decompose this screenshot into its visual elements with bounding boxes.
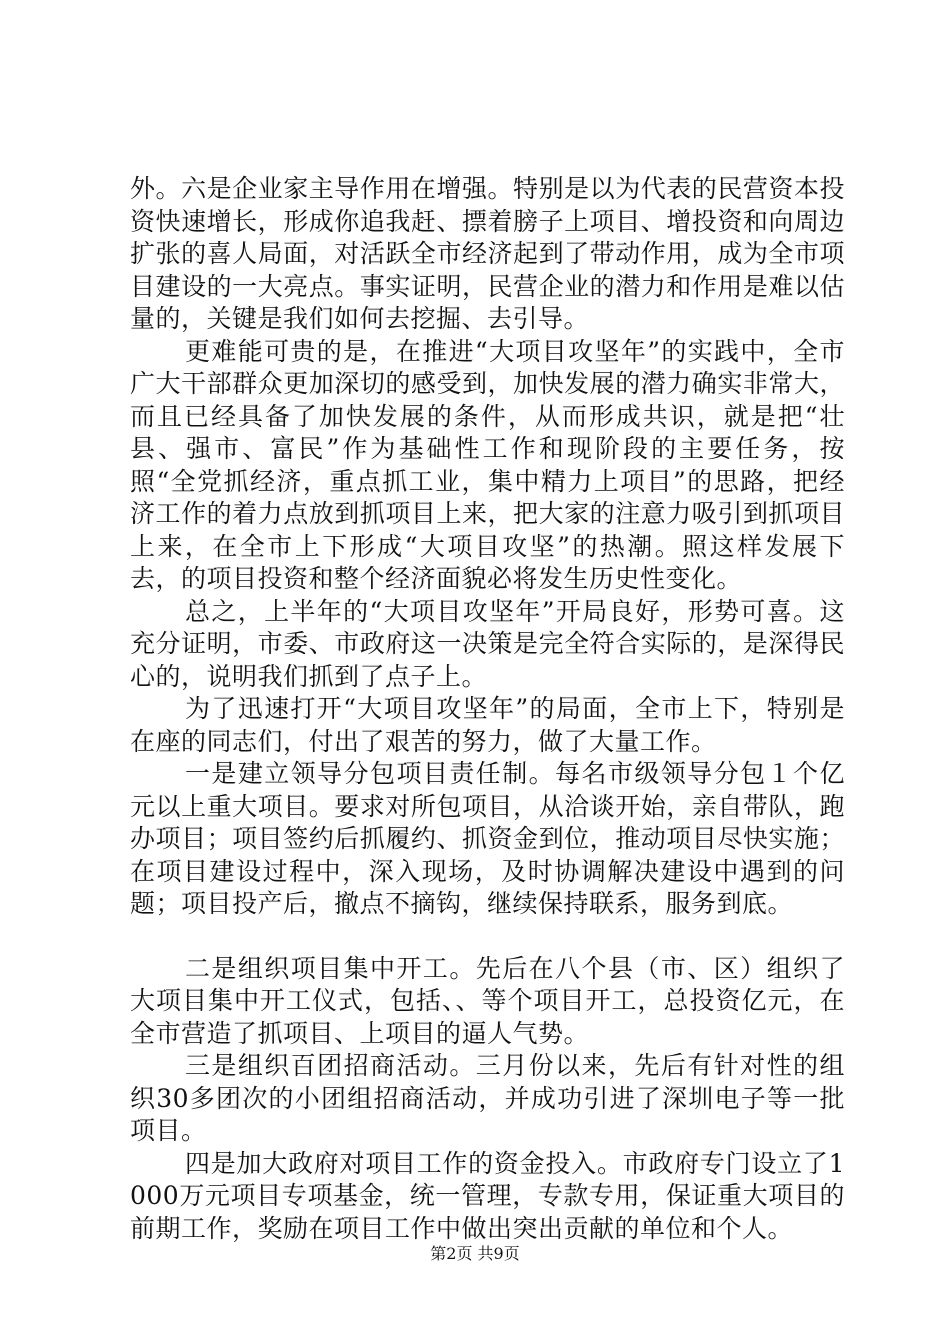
paragraph-7: 三是组织百团招商活动。三月份以来，先后有针对性的组织30多团次的小团组招商活动，并成功引进了深圳电子等一批项目。 [130, 1051, 845, 1145]
paragraph-6: 二是组织项目集中开工。先后在八个县（市、区）组织了大项目集中开工仪式，包括、、等个项目开工，总投资亿元，在全市营造了抓项目、上项目的逼人气势。 [130, 953, 845, 1048]
document-body [130, 173, 845, 1245]
paragraph-1: 外。六是企业家主导作用在增强。特别是以为代表的民营资本投资快速增长，形成你追我赶、摽着膀子上项目、增投资和向周边扩张的喜人局面，对活跃全市经济起到了带动作用，成为全市项目建设的一大亮点。事实证明，民营企业的潜力和作用是难以估量的，关键是我们如何去挖掘、去引导。 [130, 174, 845, 333]
paragraph-8: 四是加大政府对项目工作的资金投入。市政府专门设立了1000万元项目专项基金，统一管理，专款专用，保证重大项目的前期工作，奖励在项目工作中做出突出贡献的单位和个人。 [130, 1148, 845, 1243]
paragraph-4: 为了迅速打开“大项目攻坚年”的局面，全市上下，特别是在座的同志们，付出了艰苦的努力，做了大量工作。 [130, 694, 845, 756]
paragraph-3: 总之，上半年的“大项目攻坚年”开局良好，形势可喜。这充分证明，市委、市政府这一决策是完全符合实际的，是深得民心的，说明我们抓到了点子上。 [130, 596, 845, 691]
paragraph-5: 一是建立领导分包项目责任制。每名市级领导分包１个亿元以上重大项目。要求对所包项目，从洽谈开始，亲自带队，跑办项目；项目签约后抓履约、抓资金到位，推动项目尽快实施；在项目建设过程中，深入现场，及时协调解决建设中遇到的问题；项目投产后，撤点不摘钩，继续保持联系，服务到底。 [130, 759, 845, 918]
paragraph-2: 更难能可贵的是，在推进“大项目攻坚年”的实践中，全市广大干部群众更加深切的感受到，加快发展的潜力确实非常大，而且已经具备了加快发展的条件，从而形成共识，就是把“壮县、强市、富民”作为基础性工作和现阶段的主要任务，按照“全党抓经济，重点抓工业，集中精力上项目”的思路，把经济工作的着力点放到抓项目上来，把大家的注意力吸引到抓项目上来，在全市上下形成“大项目攻坚”的热潮。照这样发展下去，的项目投资和整个经济面貌必将发生历史性变化。 [130, 336, 845, 593]
page-footer: 第2页 共9页 [430, 1244, 520, 1263]
